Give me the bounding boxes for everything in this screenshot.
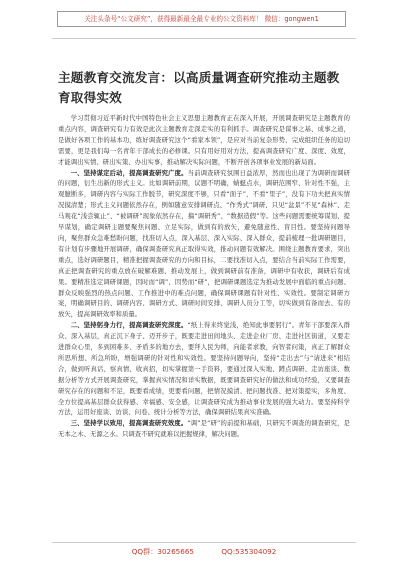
banner-text: 关注头条号“公文研究”，获得最新最全最专业的公文资料库！ 微信： bbox=[84, 15, 285, 23]
section-heading-3: 三、坚持学以致用，提高调查研究效度。 bbox=[70, 420, 188, 428]
top-banner bbox=[57, 11, 346, 27]
footer-qq: QQ:535304092 bbox=[221, 547, 277, 556]
section-paragraph-1 bbox=[58, 169, 350, 322]
section-body-1: 当前调查研究氛围日益浓厚，然而也出现了为调研而调研的问题，衍生出新的形式主义。比如调研前期，议题不明确，蜻蜓点水，调研范围窄、针对性不强，主观臆断多，调研内容与实际工作脱节，研究深度不够，只看“面子”，不看“里子”，没有下功夫把真实情况摸清楚；形式主义问题依然存在，例如随意安排调研点、“作秀式”调研、只见“盆景”不见“森林”、走马观花“浅尝辄止”、“被调研”现象依然存在，搞“调研秀”、“数据造假”等。这些问题需要统筹谋划、提早谋划，确定调研主题要聚焦问题、立足实际，做到有的放矢，避免随意性、盲目性。要坚持问题导向，聚焦群众急难愁盼问题，找准切入点，深入基层、深入实际、深入群众，提前梳理一批调研题目，有计划有步骤地开展调研，确保调查研究真正取得实效，推动问题有效解决。围绕主题教育要求，突出重点，选好调研题目，精准把握调查研究的方向和目标，二要找准切入点，要结合当前实际工作需要，真正把调查研究的重点放在破解难题、推动发展上，做到调研前有准备，调研中有收获，调研后有成果。要精准选定调研课题，因时而“调”、因势而“研”，把调研课题选定为推动发展中面临的重点问题、群众反映强烈的热点问题、工作推进中的难点问题，确保调研课题有针对性、实效性。要制定调研方案，明确调研目的、调研内容、调研方式、调研时间安排、调研人员分工等，切实做到有备而去、有的放矢，提高调研效率和质量。 bbox=[58, 169, 350, 319]
section-heading-1: 一、坚持谋定后动，提高调查研究广度。 bbox=[70, 169, 188, 177]
section-body-3: “调”是“研”的前提和基础，只研究不调查的调查研究，是无本之木、无源之水。只调查不研究就难以把握规律，解决问题。 bbox=[58, 420, 351, 439]
footer-qq-group: QQ群：30265665 bbox=[131, 547, 194, 556]
intro-paragraph: 学习贯彻习近平新时代中国特色社会主义思想主题教育正在深入开展，开展调查研究是主题教育的重点内容，调查研究有力有效是此次主题教育走深走实的有利抓手。调查研究是谋事之基、成事之道，是做好各项工作的基本功，练好调查研究这个“看家本领”，是应对当前复杂形势、完成组织任务的迫切需要，更是我们每一名青年干部成长的必修课。只有用好用对方法，提高调查研究广度、深度、效度，才能调出实情、研出实策、办出实事，推动解决实际问题，不断开创各项事业发展的新局面。 bbox=[58, 115, 350, 166]
section-heading-2: 二、坚持躬身力行，提高调查研究深度。 bbox=[70, 322, 188, 330]
section-paragraph-3 bbox=[58, 419, 350, 441]
document-title: 主题教育交流发言：以高质量调查研究推动主题教育取得实效 bbox=[58, 70, 340, 105]
header-divider bbox=[52, 38, 356, 39]
document-body bbox=[58, 114, 350, 441]
section-body-2: “纸上得来终觉浅，绝知此事要躬行”。青年干部要深入群众、深入基层，真正沉下身子、迈开步子，既要走进田间地头、走进企业厂房、走进社区街道，又要走进群众心里，多到困难多、矛盾多的地方去，要拜人民为师，向能者求教，向智者问策，真正了解群众所思所想、所急所盼，增强调研的针对性和实效性。要坚持问题导向，坚持“走出去”与“请进来”相结合，做到听真话、察真情、收真招，切实掌握第一手资料，要通过深入实地、蹲点调研、走访座谈、数据分析等方式开展调查研究，掌握真实情况和详实数据，既要调查研究好的做法和成功经验，又要调查研究存在的问题和不足，既要看成绩，更要看问题，把情况摸清、把问题找准、把对策提实，多角度、全方位提高基层群众获得感、幸福感、安全感，让调查研究成为推动事业发展的强大动力。要坚持科学方法，运用好座谈、访谈、问卷、统计分析等方法，确保调研结果真实准确。 bbox=[58, 322, 351, 417]
section-paragraph-2 bbox=[58, 321, 350, 419]
banner-wechat: gongwen1 bbox=[284, 15, 319, 23]
footer-divider bbox=[52, 542, 356, 543]
footer bbox=[0, 547, 408, 557]
